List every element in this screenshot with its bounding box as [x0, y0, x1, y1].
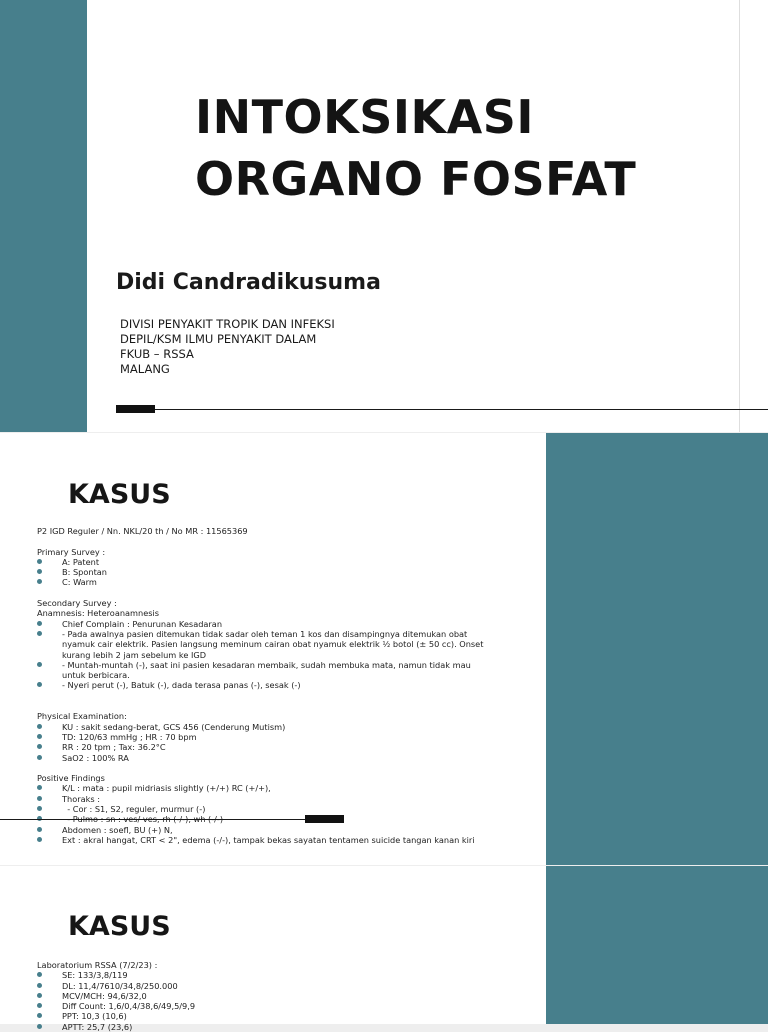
title-line-1: INTOKSIKASI	[195, 90, 534, 144]
bullet-icon	[37, 724, 42, 729]
list-item: APTT: 25,7 (23,6)	[37, 1022, 512, 1032]
bullet-icon	[37, 734, 42, 739]
list-item: PPT: 10,3 (10,6)	[37, 1011, 512, 1021]
list-item: - Pada awalnya pasien ditemukan tidak sadar oleh teman 1 kos dan disampingnya ditemukan obat nyamuk cair elektrik. Pasien langsung meminum cairan obat nyamuk elektrik ½ botol (± 50 cc). Onset kurang lebih 2 jam sebelum ke IGD	[37, 629, 512, 660]
list-item: SaO2 : 100% RA	[37, 753, 512, 763]
divider-accent-bar	[305, 815, 344, 823]
bullet-icon	[37, 569, 42, 574]
list-item: - Cor : S1, S2, reguler, murmur (-)	[37, 804, 512, 814]
lab-body	[37, 960, 512, 1032]
physical-exam-list	[37, 722, 512, 763]
list-item: KU : sakit sedang-berat, GCS 456 (Cenderung Mutism)	[37, 722, 512, 732]
list-item: - Muntah-muntah (-), saat ini pasien kesadaran membaik, sudah membuka mata, namun tidak mau untuk berbicara.	[37, 660, 512, 681]
affiliation-line: DEPIL/KSM ILMU PENYAKIT DALAM	[120, 332, 317, 346]
anamnesis-list	[37, 619, 512, 691]
bullet-icon	[37, 755, 42, 760]
bullet-icon	[37, 662, 42, 667]
title-slide	[0, 0, 768, 432]
list-item: RR : 20 tpm ; Tax: 36.2°C	[37, 742, 512, 752]
divider-line	[150, 409, 768, 410]
physical-exam-label: Physical Examination:	[37, 711, 127, 722]
bullet-icon	[37, 744, 42, 749]
affiliation-block	[120, 317, 335, 377]
bullet-icon	[37, 579, 42, 584]
lab-label: Laboratorium RSSA (7/2/23) :	[37, 960, 158, 970]
secondary-survey-label: Secondary Survey :	[37, 598, 117, 609]
bullet-icon	[37, 1024, 42, 1029]
bullet-icon	[37, 621, 42, 626]
presentation-title	[195, 86, 636, 210]
bullet-icon	[37, 682, 42, 687]
list-item: SE: 133/3,8/119	[37, 970, 512, 980]
list-item: Ext : akral hangat, CRT < 2", edema (-/-), tampak bekas sayatan tentamen suicide tangan kanan kiri	[37, 835, 512, 845]
anamnesis-label: Anamnesis: Heteroanamnesis	[37, 608, 160, 619]
title-line-2: ORGANO FOSFAT	[195, 152, 637, 206]
affiliation-line: DIVISI PENYAKIT TROPIK DAN INFEKSI	[120, 317, 335, 331]
divider-line	[0, 819, 320, 820]
bullet-icon	[37, 631, 42, 636]
bullet-icon	[37, 559, 42, 564]
slide-heading: KASUS	[68, 911, 171, 942]
list-item: Chief Complain : Penurunan Kesadaran	[37, 619, 512, 629]
list-item: K/L : mata : pupil midriasis slightly (+/+) RC (+/+),	[37, 783, 512, 793]
primary-survey-label: Primary Survey :	[37, 546, 106, 557]
lab-slide	[0, 866, 768, 1032]
author-name: Didi Candradikusuma	[116, 270, 381, 295]
positive-findings-label: Positive Findings	[37, 773, 105, 784]
list-item: B: Spontan	[37, 567, 512, 577]
teal-side-panel	[546, 866, 768, 1024]
list-item: C: Warm	[37, 577, 512, 587]
affiliation-line: FKUB – RSSA	[120, 347, 194, 361]
bullet-icon	[37, 1003, 42, 1008]
lab-list	[37, 970, 512, 1032]
teal-side-panel	[546, 433, 768, 865]
list-item: DL: 11,4/7610/34,8/250.000	[37, 981, 512, 991]
bullet-icon	[37, 1013, 42, 1018]
divider-accent-bar	[116, 405, 155, 413]
teal-side-panel	[0, 0, 87, 432]
case-body	[37, 526, 512, 845]
bullet-icon	[37, 796, 42, 801]
primary-survey-list	[37, 557, 512, 588]
bullet-icon	[37, 785, 42, 790]
bullet-icon	[37, 983, 42, 988]
right-guide-line	[739, 0, 740, 432]
list-item: A: Patent	[37, 557, 512, 567]
list-item: MCV/MCH: 94,6/32,0	[37, 991, 512, 1001]
bullet-icon	[37, 806, 42, 811]
patient-info: P2 IGD Reguler / Nn. NKL/20 th / No MR : 11565369	[37, 526, 248, 536]
list-item: TD: 120/63 mmHg ; HR : 70 bpm	[37, 732, 512, 742]
bullet-icon	[37, 993, 42, 998]
list-item: Abdomen : soefl, BU (+) N,	[37, 825, 512, 835]
bullet-icon	[37, 972, 42, 977]
list-item: - Nyeri perut (-), Batuk (-), dada terasa panas (-), sesak (-)	[37, 680, 512, 690]
case-slide	[0, 433, 768, 865]
bullet-icon	[37, 837, 42, 842]
bullet-icon	[37, 827, 42, 832]
list-item: Diff Count: 1,6/0,4/38,6/49,5/9,9	[37, 1001, 512, 1011]
slide-heading: KASUS	[68, 479, 171, 510]
list-item: Thoraks :	[37, 794, 512, 804]
affiliation-line: MALANG	[120, 362, 170, 376]
positive-findings-list	[37, 783, 512, 845]
